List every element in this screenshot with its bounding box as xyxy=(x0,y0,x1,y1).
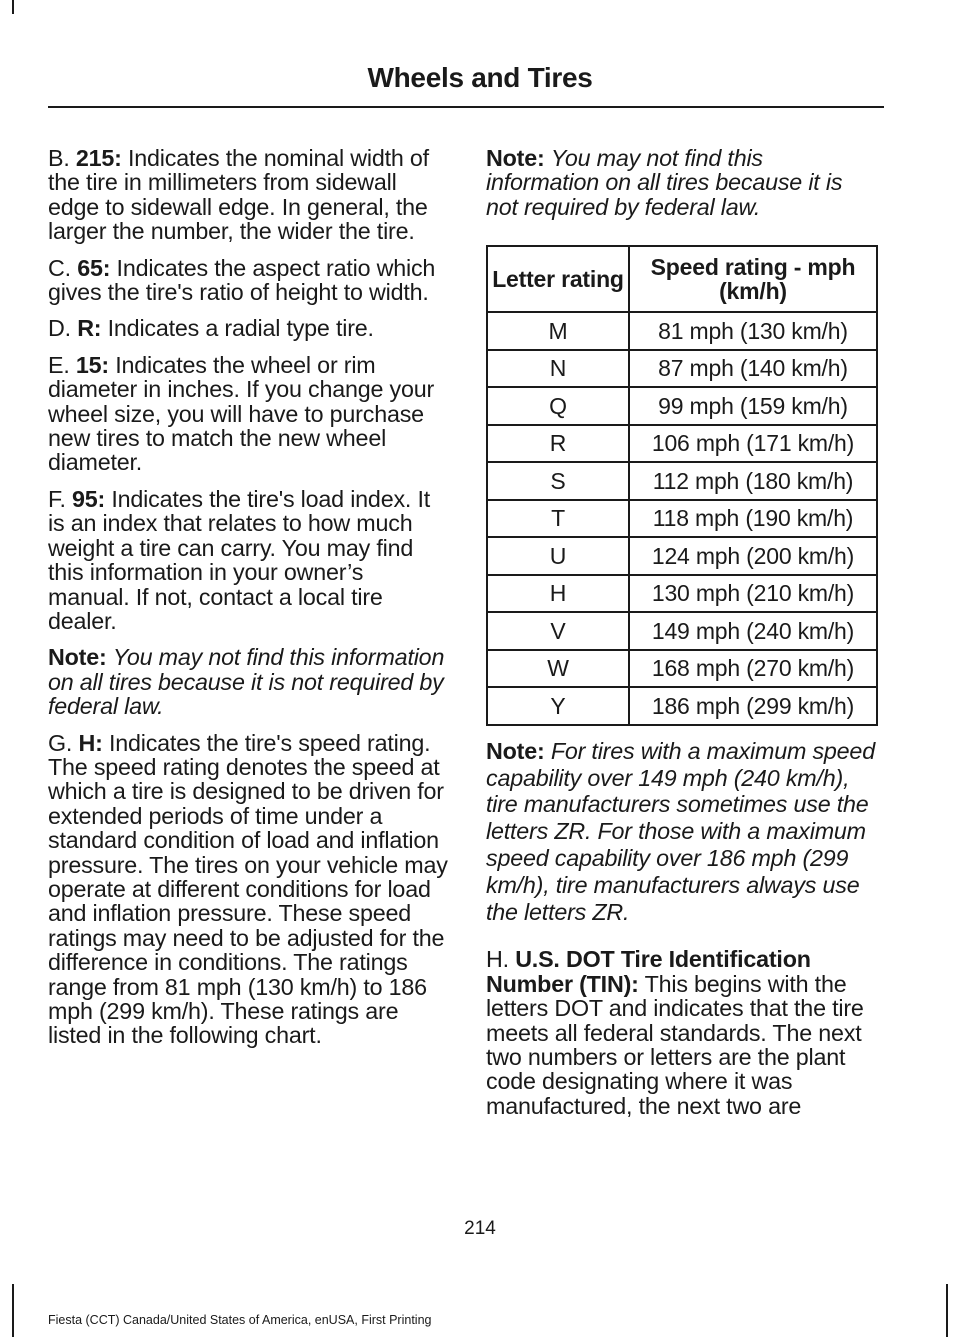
table-row xyxy=(487,462,877,500)
speed-rating-cell: 112 mph (180 km/h) xyxy=(629,462,877,500)
speed-rating-cell: 106 mph (171 km/h) xyxy=(629,425,877,463)
letter-rating-cell: Q xyxy=(487,387,629,425)
speed-rating-cell: 87 mph (140 km/h) xyxy=(629,350,877,388)
table-row xyxy=(487,350,877,388)
speed-rating-table xyxy=(486,245,878,726)
speed-rating-cell: 99 mph (159 km/h) xyxy=(629,387,877,425)
letter-rating-cell: M xyxy=(487,312,629,350)
note-federal-law-left: Note: You may not find this information on all tires because it is not required by federal law. xyxy=(48,644,445,720)
letter-rating-cell: V xyxy=(487,612,629,650)
item-h: H. U.S. DOT Tire Identification Number (TIN): This begins with the letters DOT and indicates that the tire meets all federal standards. The next two numbers or letters are the plant code designating where it was manufactured, the next two are xyxy=(486,946,864,1119)
table-row xyxy=(487,387,877,425)
crop-mark-bottom-right xyxy=(946,1284,948,1337)
header-speed-rating: Speed rating - mph (km/h) xyxy=(629,246,877,312)
speed-rating-cell: 118 mph (190 km/h) xyxy=(629,500,877,538)
item-e: E. 15: Indicates the wheel or rim diameter in inches. If you change your wheel size, you will have to purchase new tires to match the new wheel diameter. xyxy=(48,351,435,476)
note-zr-letters: Note: For tires with a maximum speed capability over 149 mph (240 km/h), tire manufacturers sometimes use the letters ZR. For those with a maximum speed capability over 186 mph (299 km/h), tire manufacturers always use the letters ZR. xyxy=(486,737,875,925)
table-row xyxy=(487,687,877,725)
table-row xyxy=(487,312,877,350)
page-number: 214 xyxy=(464,1218,496,1239)
letter-rating-cell: N xyxy=(487,350,629,388)
item-c: C. 65: Indicates the aspect ratio which gives the tire's ratio of height to width. xyxy=(48,254,436,306)
header-letter-rating: Letter rating xyxy=(487,246,629,312)
item-g: G. H: Indicates the tire's speed rating. The speed rating denotes the speed at which a tire is designed to be driven for extended periods of time under a standard condition of load and inflation pressure. The tires on your vehicle may operate at different conditions for load and inflation pressure. These speed ratings may need to be adjusted for the difference in conditions. The ratings range from 81 mph (130 km/h) to 186 mph (299 km/h). These ratings are listed in the following chart. xyxy=(48,729,448,1049)
letter-rating-cell: U xyxy=(487,537,629,575)
table-row xyxy=(487,575,877,613)
letter-rating-cell: T xyxy=(487,500,629,538)
speed-rating-cell: 149 mph (240 km/h) xyxy=(629,612,877,650)
speed-rating-cell: 124 mph (200 km/h) xyxy=(629,537,877,575)
table-row xyxy=(487,500,877,538)
page-title: Wheels and Tires xyxy=(367,62,593,93)
table-header-row xyxy=(487,246,877,312)
header-divider xyxy=(48,106,884,108)
table-row xyxy=(487,425,877,463)
table-row xyxy=(487,650,877,688)
letter-rating-cell: S xyxy=(487,462,629,500)
speed-rating-cell: 168 mph (270 km/h) xyxy=(629,650,877,688)
table-row xyxy=(487,612,877,650)
letter-rating-cell: W xyxy=(487,650,629,688)
footer-edition: Fiesta (CCT) Canada/United States of America, enUSA, First Printing xyxy=(48,1313,432,1327)
item-d: D. R: Indicates a radial type tire. xyxy=(48,315,374,342)
letter-rating-cell: R xyxy=(487,425,629,463)
speed-rating-cell: 130 mph (210 km/h) xyxy=(629,575,877,613)
letter-rating-cell: H xyxy=(487,575,629,613)
crop-mark-bottom-left xyxy=(12,1284,14,1337)
left-column xyxy=(48,146,448,1060)
table-row xyxy=(487,537,877,575)
crop-mark-top-left xyxy=(12,0,14,14)
note-federal-law-right: Note: You may not find this information on all tires because it is not required by federal law. xyxy=(486,145,843,220)
letter-rating-cell: Y xyxy=(487,687,629,725)
right-column xyxy=(486,146,878,1130)
speed-rating-cell: 81 mph (130 km/h) xyxy=(629,312,877,350)
item-b: B. 215: Indicates the nominal width of the tire in millimeters from sidewall edge to sidewall edge. In general, the larger the number, the wider the tire. xyxy=(48,145,429,245)
speed-rating-cell: 186 mph (299 km/h) xyxy=(629,687,877,725)
item-f: F. 95: Indicates the tire's load index. It is an index that relates to how much weight a tire can carry. You may find this information in your owner’s manual. If not, contact a local tire dealer. xyxy=(48,485,430,634)
